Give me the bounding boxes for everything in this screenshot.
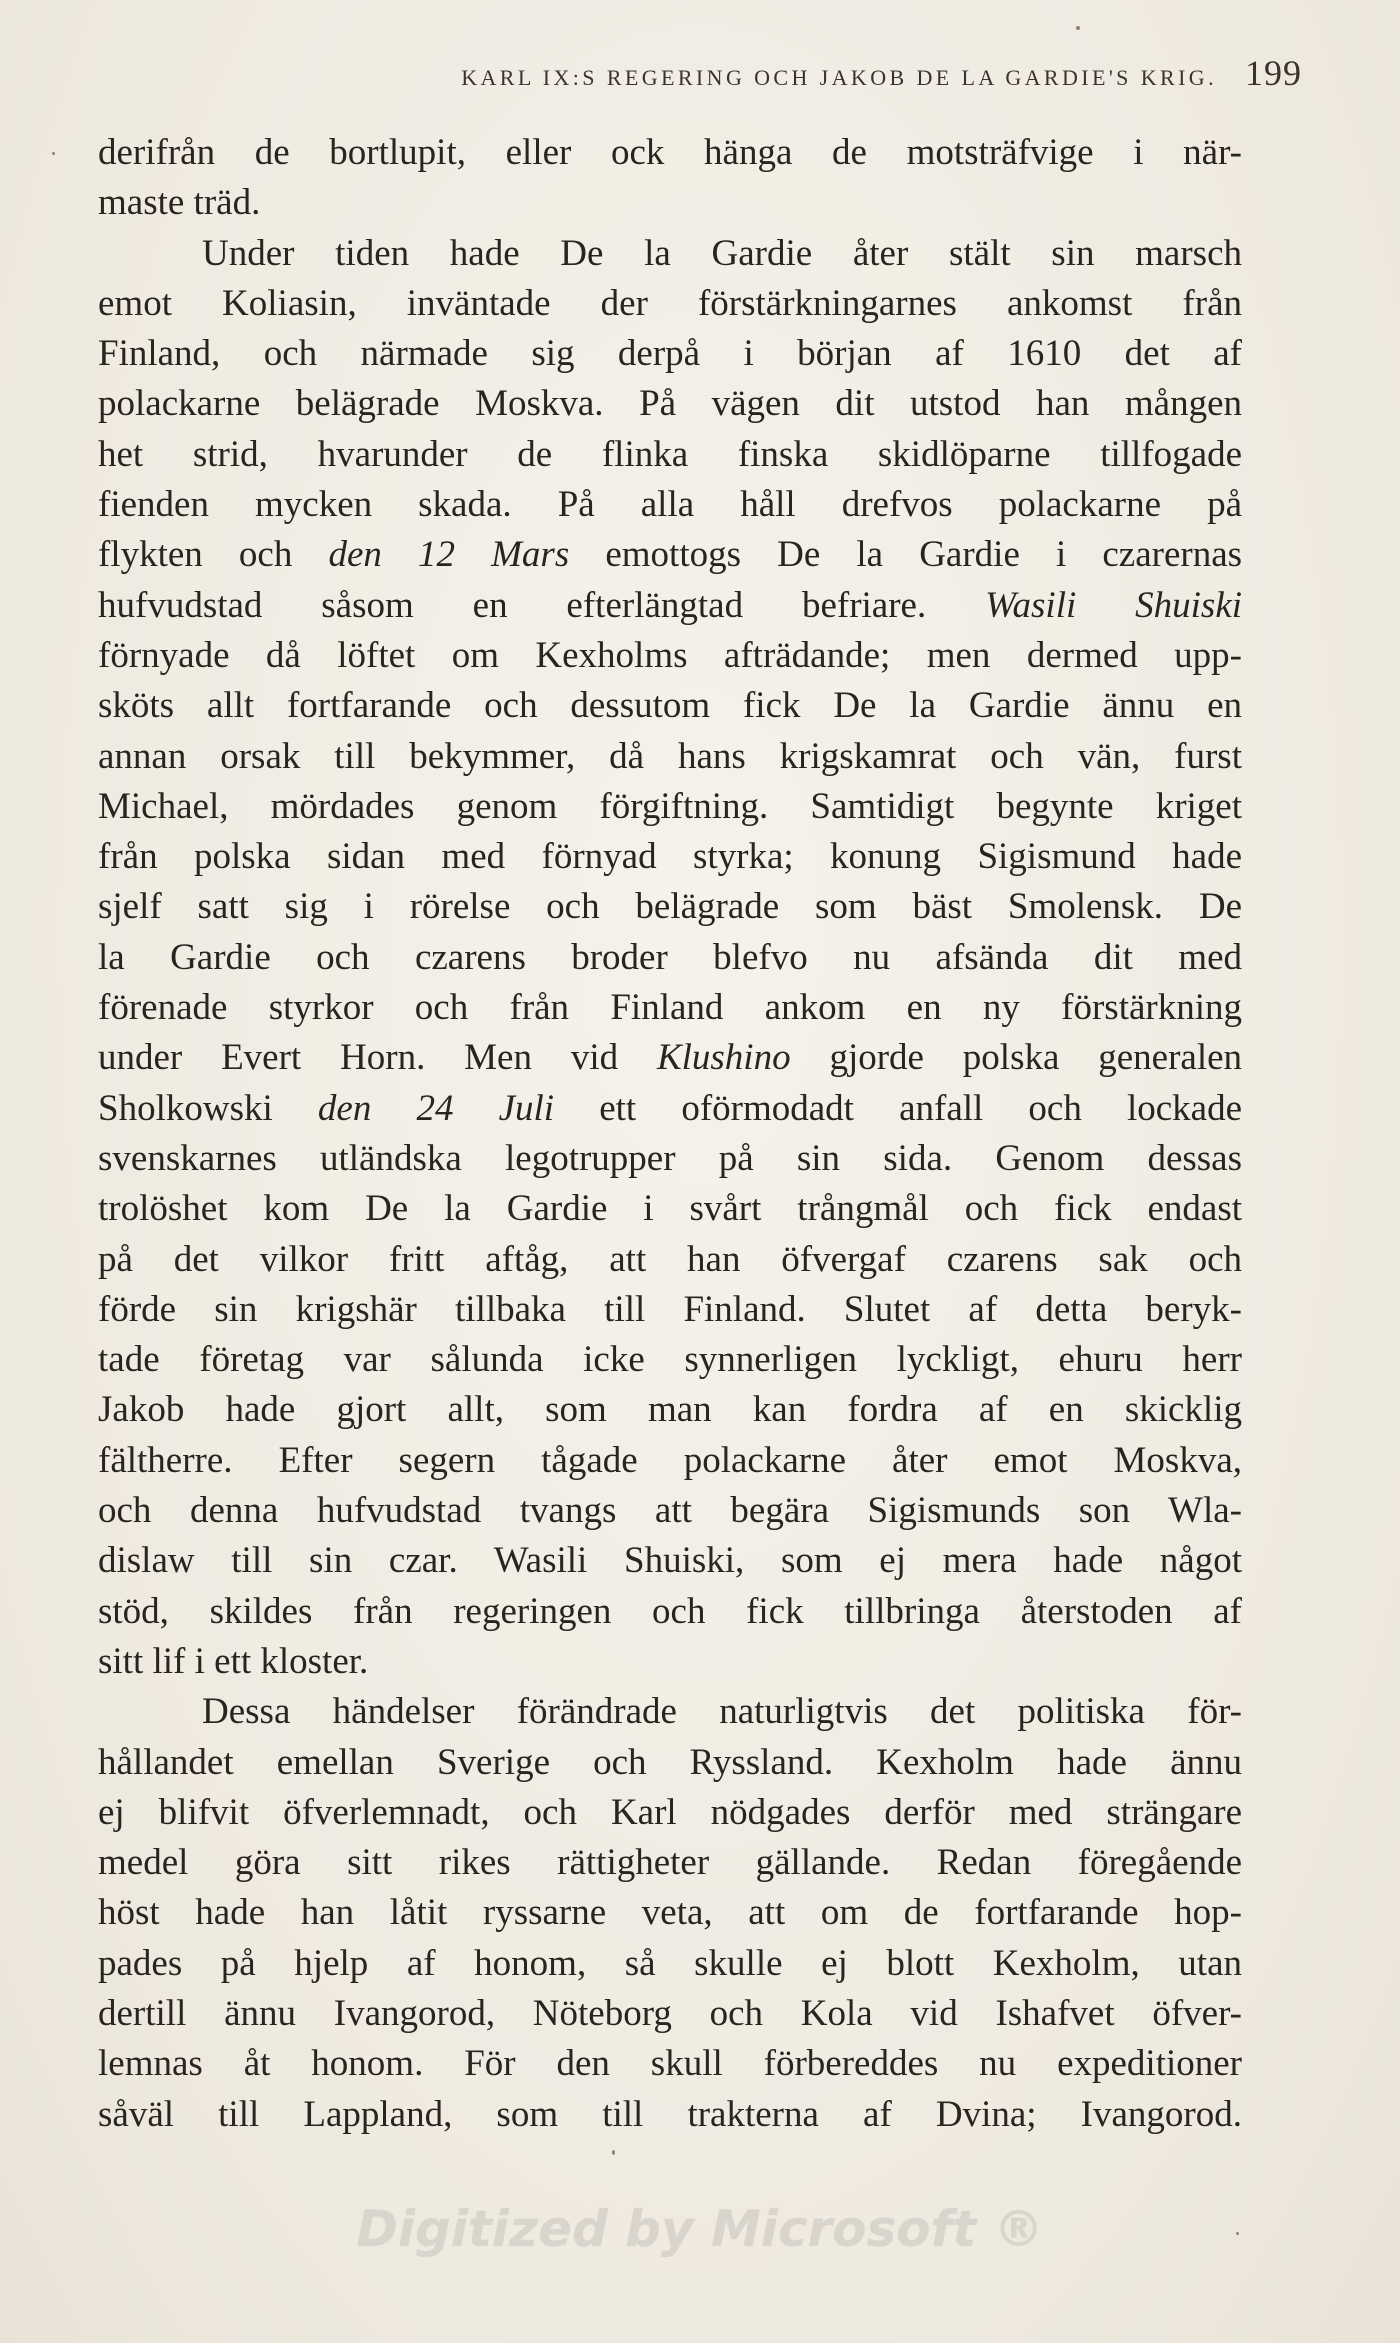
digitization-watermark: Digitized by Microsoft ® — [356, 2200, 1044, 2258]
text-line-mixed — [98, 1084, 1242, 1134]
text-line: emot Koliasin, inväntade der förstärkningarnes ankomst från — [98, 282, 1242, 324]
text-fragment: emottogs De la Gardie i czarernas — [605, 534, 1242, 576]
text-line: pades på hjelp af honom, så skulle ej blott Kexholm, utan — [98, 1942, 1242, 1984]
paper-speck — [1076, 26, 1080, 30]
text-line-mixed — [98, 530, 1242, 580]
italic-place: Klushino — [656, 1037, 791, 1079]
text-line: derifrån de bortlupit, eller ock hänga de motsträfvige i när- — [98, 132, 1242, 173]
text-line: och denna hufvudstad tvangs att begära Sigismunds son Wla- — [98, 1490, 1242, 1532]
text-line: annan orsak till bekymmer, då hans krigskamrat och vän, furst — [98, 735, 1242, 777]
running-header — [98, 52, 1302, 100]
text-fragment: under Evert Horn. Men vid — [98, 1037, 619, 1079]
running-title: KARL IX:S REGERING OCH JAKOB DE LA GARDIE'S KRIG. — [461, 65, 1217, 90]
text-line: sköts allt fortfarande och dessutom fick De la Gardie ännu en — [98, 685, 1242, 727]
body-text — [98, 128, 1242, 2140]
text-line: förenade styrkor och från Finland ankom en ny förstärkning — [98, 987, 1242, 1029]
text-line: sitt lif i ett kloster. — [98, 1640, 369, 1682]
text-line: tade företag var sålunda icke synnerligen lyckligt, ehuru herr — [98, 1339, 1242, 1381]
text-line: hållandet emellan Sverige och Ryssland. Kexholm hade ännu — [98, 1741, 1242, 1783]
text-line: het strid, hvarunder de flinka finska skidlöparne tillfogade — [98, 433, 1242, 475]
text-line: ej blifvit öfverlemnadt, och Karl nödgades derför med strängare — [98, 1791, 1242, 1833]
page-number: 199 — [1245, 53, 1302, 93]
text-line: dislaw till sin czar. Wasili Shuiski, som ej mera hade något — [98, 1540, 1242, 1582]
text-line: medel göra sitt rikes rättigheter gällande. Redan föregående — [98, 1842, 1242, 1884]
paper-speck — [52, 152, 55, 155]
text-line: Michael, mördades genom förgiftning. Samtidigt begynte kriget — [98, 785, 1242, 827]
text-line: dertill ännu Ivangorod, Nöteborg och Kola vid Ishafvet öfver- — [98, 1992, 1242, 2034]
text-line: polackarne belägrade Moskva. På vägen dit utstod han mången — [98, 383, 1242, 425]
text-fragment: flykten och — [98, 534, 293, 576]
italic-name: Wasili Shuiski — [985, 584, 1242, 626]
text-line: fienden mycken skada. På alla håll drefvos polackarne på — [98, 484, 1242, 526]
text-line: fältherre. Efter segern tågade polackarne åter emot Moskva, — [98, 1439, 1242, 1481]
text-fragment: ett oförmodadt anfall och lockade — [599, 1087, 1242, 1129]
text-line: sjelf satt sig i rörelse och belägrade som bäst Smolensk. De — [98, 886, 1242, 928]
text-line: höst hade han låtit ryssarne veta, att om de fortfarande hop- — [98, 1892, 1242, 1934]
text-line: förnyade då löftet om Kexholms afträdande; men dermed upp- — [98, 634, 1242, 676]
text-line-mixed — [98, 1033, 1242, 1083]
text-line: såväl till Lappland, som till trakterna af Dvina; Ivangorod. — [98, 2093, 1242, 2135]
italic-date: den 24 Juli — [317, 1087, 555, 1129]
text-line: Finland, och närmade sig derpå i början af 1610 det af — [98, 333, 1242, 375]
text-line: på det vilkor fritt aftåg, att han öfvergaf czarens sak och — [98, 1238, 1242, 1280]
text-line: Jakob hade gjort allt, som man kan fordra af en skicklig — [98, 1389, 1242, 1431]
text-line: stöd, skildes från regeringen och fick tillbringa återstoden af — [98, 1590, 1242, 1632]
text-fragment: Sholkowski — [98, 1087, 273, 1129]
paper-speck — [612, 2150, 615, 2155]
text-line: lemnas åt honom. För den skull förbereddes nu expeditioner — [98, 2043, 1242, 2085]
text-line: trolöshet kom De la Gardie i svårt trångmål och fick endast — [98, 1188, 1242, 1230]
text-line: Dessa händelser förändrade naturligtvis det politiska för- — [202, 1691, 1242, 1733]
italic-date: den 12 Mars — [328, 534, 570, 576]
text-line: svenskarnes utländska legotrupper på sin sida. Genom dessas — [98, 1137, 1242, 1179]
text-fragment: gjorde polska generalen — [829, 1037, 1242, 1079]
text-line: från polska sidan med förnyad styrka; konung Sigismund hade — [98, 836, 1242, 878]
text-line: Under tiden hade De la Gardie åter stält sin marsch — [202, 232, 1242, 274]
text-line: förde sin krigshär tillbaka till Finland. Slutet af detta beryk- — [98, 1288, 1242, 1330]
text-line: maste träd. — [98, 182, 261, 224]
text-line-mixed — [98, 581, 1242, 631]
text-fragment: hufvudstad såsom en efterlängtad befriare. — [98, 584, 927, 626]
text-line: la Gardie och czarens broder blefvo nu afsända dit med — [98, 936, 1242, 978]
